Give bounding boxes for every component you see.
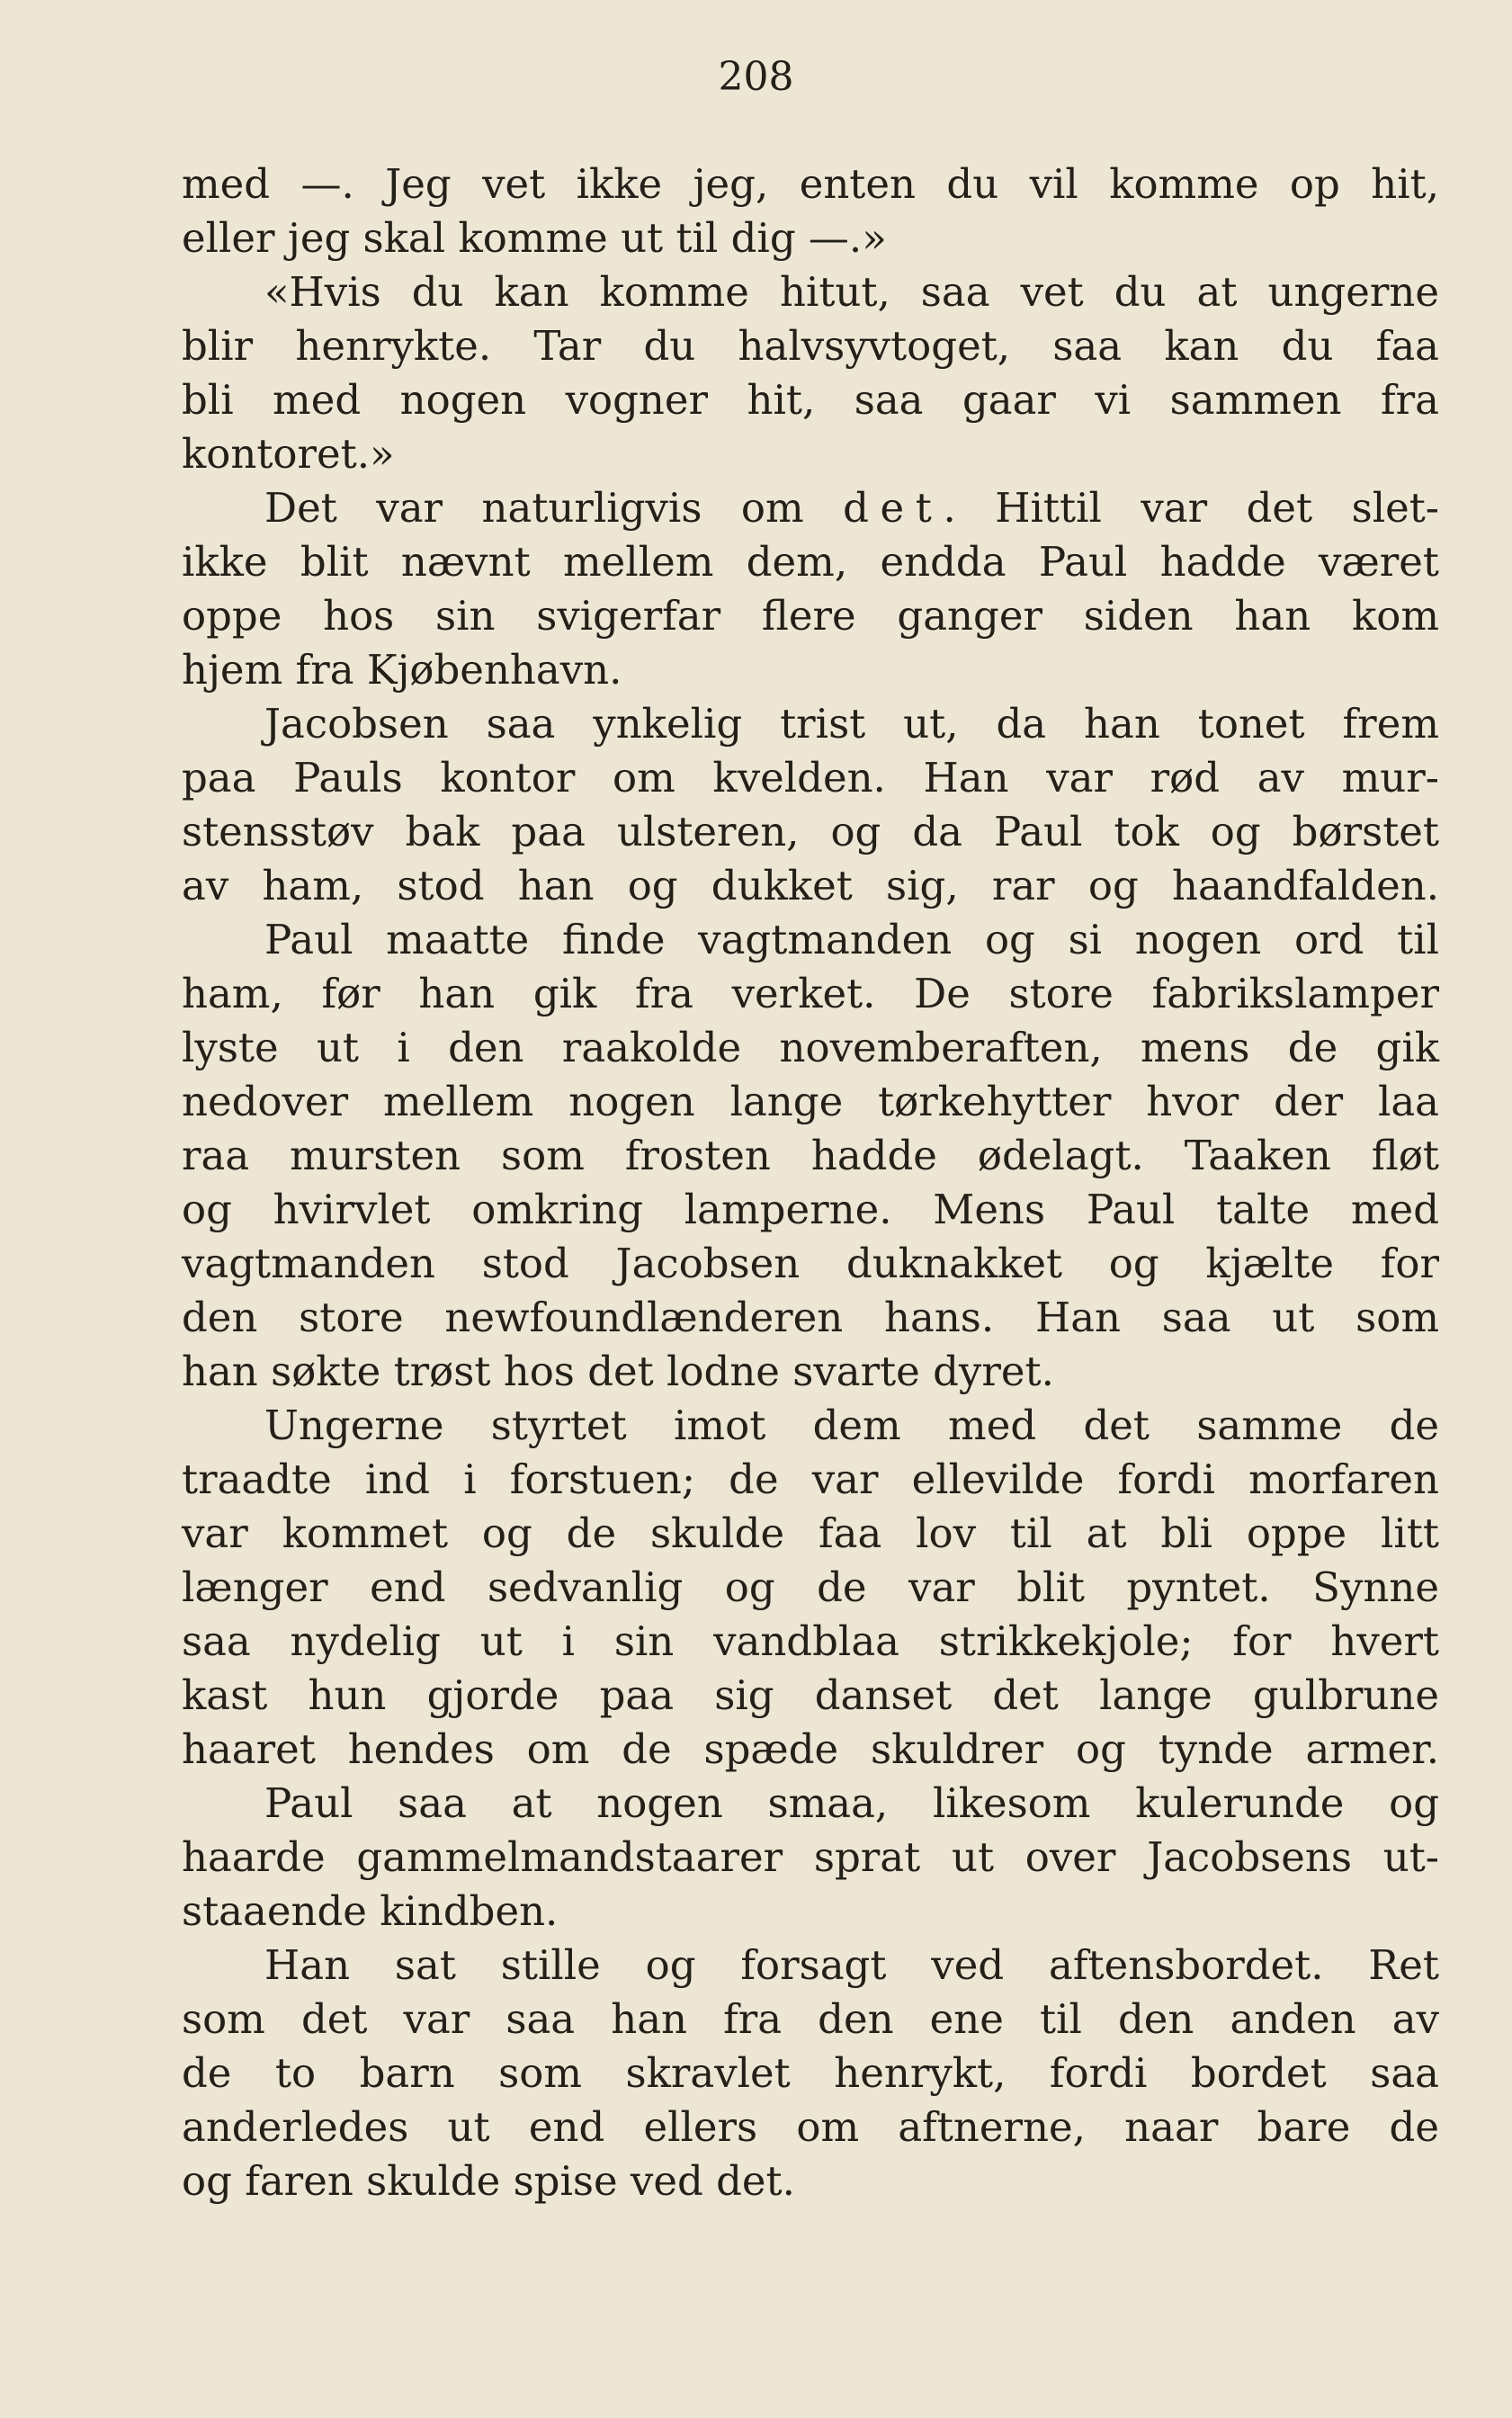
text-line: saa nydelig ut i sin vandblaa strikkekjole; for hvert bbox=[182, 1617, 1439, 1665]
body-text bbox=[182, 157, 1439, 2208]
text-line: kast hun gjorde paa sig danset det lange gulbrune bbox=[182, 1671, 1439, 1719]
text-line: ham, før han gik fra verket. De store fabrikslamper bbox=[182, 970, 1439, 1017]
emphasized-word: det bbox=[843, 484, 944, 532]
page-number: 208 bbox=[718, 54, 794, 100]
text-line: staaende kindben. bbox=[182, 1887, 559, 1935]
text-line: ikke blit nævnt mellem dem, endda Paul hadde været bbox=[182, 538, 1439, 586]
text-line: raa mursten som frosten hadde ødelagt. Taaken fløt bbox=[182, 1132, 1439, 1179]
text-line: var kommet og de skulde faa lov til at bli oppe litt bbox=[182, 1509, 1439, 1557]
text-line: Paul saa at nogen smaa, likesom kulerunde og bbox=[264, 1779, 1439, 1827]
text-line: oppe hos sin svigerfar flere ganger siden han kom bbox=[182, 592, 1439, 640]
text-line: som det var saa han fra den ene til den anden av bbox=[182, 1995, 1439, 2043]
text-line: «Hvis du kan komme hitut, saa vet du at ungerne bbox=[264, 268, 1439, 316]
text-line: nedover mellem nogen lange tørkehytter hvor der laa bbox=[182, 1078, 1439, 1125]
text-line: eller jeg skal komme ut til dig —.» bbox=[182, 214, 887, 262]
text-segment: Det var naturligvis om bbox=[264, 484, 844, 532]
text-line: Jacobsen saa ynkelig trist ut, da han tonet frem bbox=[264, 700, 1439, 748]
text-line: Paul maatte finde vagtmanden og si nogen ord til bbox=[264, 916, 1439, 963]
text-line: længer end sedvanlig og de var blit pyntet. Synne bbox=[182, 1563, 1439, 1611]
text-line: hjem fra Kjøbenhavn. bbox=[182, 646, 622, 694]
text-line: Han sat stille og forsagt ved aftensbordet. Ret bbox=[264, 1941, 1439, 1989]
text-line: vagtmanden stod Jacobsen duknakket og kjælte for bbox=[182, 1240, 1439, 1287]
text-line: anderledes ut end ellers om aftnerne, naar bare de bbox=[182, 2103, 1439, 2151]
text-line: den store newfoundlænderen hans. Han saa ut som bbox=[182, 1294, 1439, 1341]
text-line bbox=[182, 481, 1439, 535]
text-line: haaret hendes om de spæde skuldrer og tynde armer. bbox=[182, 1725, 1439, 1773]
text-line: blir henrykte. Tar du halvsyvtoget, saa kan du faa bbox=[182, 322, 1439, 370]
text-line: Ungerne styrtet imot dem med det samme de bbox=[264, 1402, 1439, 1449]
text-line: av ham, stod han og dukket sig, rar og haandfalden. bbox=[182, 862, 1439, 909]
text-line: haarde gammelmandstaarer sprat ut over Jacobsens ut- bbox=[182, 1833, 1439, 1881]
text-line: og hvirvlet omkring lamperne. Mens Paul talte med bbox=[182, 1186, 1439, 1233]
text-line: med —. Jeg vet ikke jeg, enten du vil komme op hit, bbox=[182, 160, 1439, 208]
text-line: traadte ind i forstuen; de var ellevilde fordi morfaren bbox=[182, 1455, 1439, 1503]
text-line: bli med nogen vogner hit, saa gaar vi sammen fra bbox=[182, 376, 1439, 424]
text-line: paa Pauls kontor om kvelden. Han var rød av mur- bbox=[182, 754, 1439, 802]
text-line: de to barn som skravlet henrykt, fordi bordet saa bbox=[182, 2049, 1439, 2097]
text-line: lyste ut i den raakolde novemberaften, mens de gik bbox=[182, 1024, 1439, 1071]
text-line: og faren skulde spise ved det. bbox=[182, 2157, 795, 2205]
text-line: han søkte trøst hos det lodne svarte dyret. bbox=[182, 1348, 1054, 1395]
text-line: kontoret.» bbox=[182, 430, 395, 478]
text-segment: . Hittil var det slet- bbox=[943, 484, 1440, 532]
text-line: stensstøv bak paa ulsteren, og da Paul tok og børstet bbox=[182, 808, 1439, 855]
